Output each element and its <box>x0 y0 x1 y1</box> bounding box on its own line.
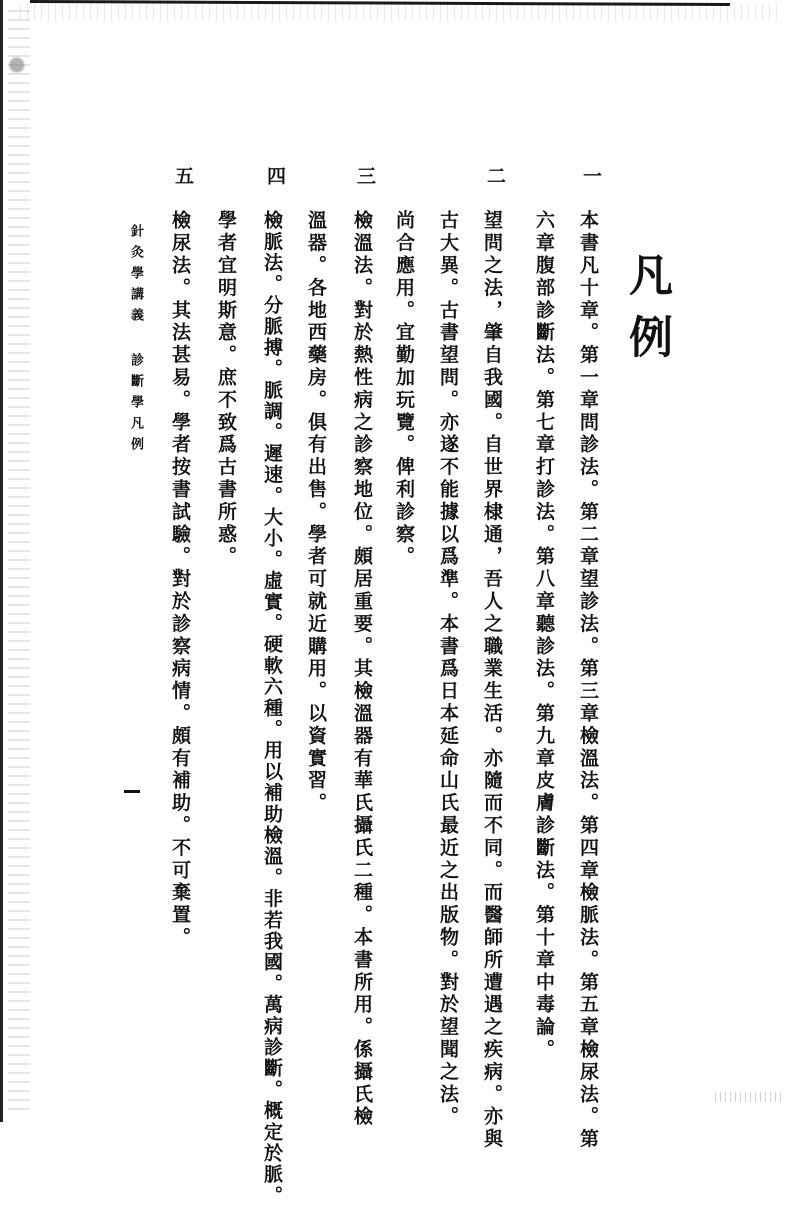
item-2-line-1: 望問之法，肇自我國。自世界棣通，吾人之職業生活。亦隨而不同。而醫師所遭遇之疾病。亦與 <box>481 210 503 1151</box>
section-name: 診斷學凡例 <box>128 353 143 458</box>
item-4-line-2: 學者宜明斯意。庶不致爲古書所惑。 <box>215 210 237 569</box>
book-title: 針灸學講義 <box>128 224 143 329</box>
item-1-line-2: 六章腹部診斷法。第七章打診法。第八章聽診法。第九章皮膚診斷法。第十章中毒論。 <box>533 210 555 1062</box>
item-number-3: 三 <box>354 166 376 185</box>
item-number-2: 二 <box>484 166 506 185</box>
item-2-line-3: 尚合應用。宜勤加玩覽。俾利診察。 <box>393 210 415 569</box>
item-3-line-1: 檢溫法。對於熱性病之診察地位。頗居重要。其檢溫器有華氏攝氏二種。本書所用。係攝氏檢 <box>351 210 373 1129</box>
scan-noise-top <box>20 3 780 21</box>
page-number <box>124 790 125 791</box>
scan-noise-bottom <box>715 1092 785 1102</box>
scan-left-edge <box>0 0 3 1122</box>
item-4-line-1: 檢脈法。分脈搏。脈調。遲速。大小。虛實。硬軟六種。用以補助檢溫。非若我國。萬病診斷。概定於脈。 <box>261 210 283 1206</box>
item-number-4: 四 <box>264 166 286 185</box>
item-2-line-2: 古大異。古書望問。亦遂不能據以爲準。本書爲日本延命山氏最近之出版物。對於望聞之法。 <box>437 210 459 1129</box>
item-3-line-2: 溫器。各地西藥房。俱有出售。學者可就近購用。以資實習。 <box>305 210 327 815</box>
running-footer <box>126 224 145 458</box>
item-number-5: 五 <box>172 166 194 185</box>
scan-noise-left <box>8 10 30 1110</box>
page-title: 凡例 <box>621 252 672 376</box>
item-1-line-1: 本書凡十章。第一章問診法。第二章望診法。第三章檢溫法。第四章檢脈法。第五章檢尿法。第 <box>577 210 599 1151</box>
page-number-mark <box>124 790 140 793</box>
item-5-line-1: 檢尿法。其法甚易。學者按書試驗。對於診察病情。頗有補助。不可棄置。 <box>169 210 191 950</box>
item-number-1: 一 <box>580 166 602 185</box>
